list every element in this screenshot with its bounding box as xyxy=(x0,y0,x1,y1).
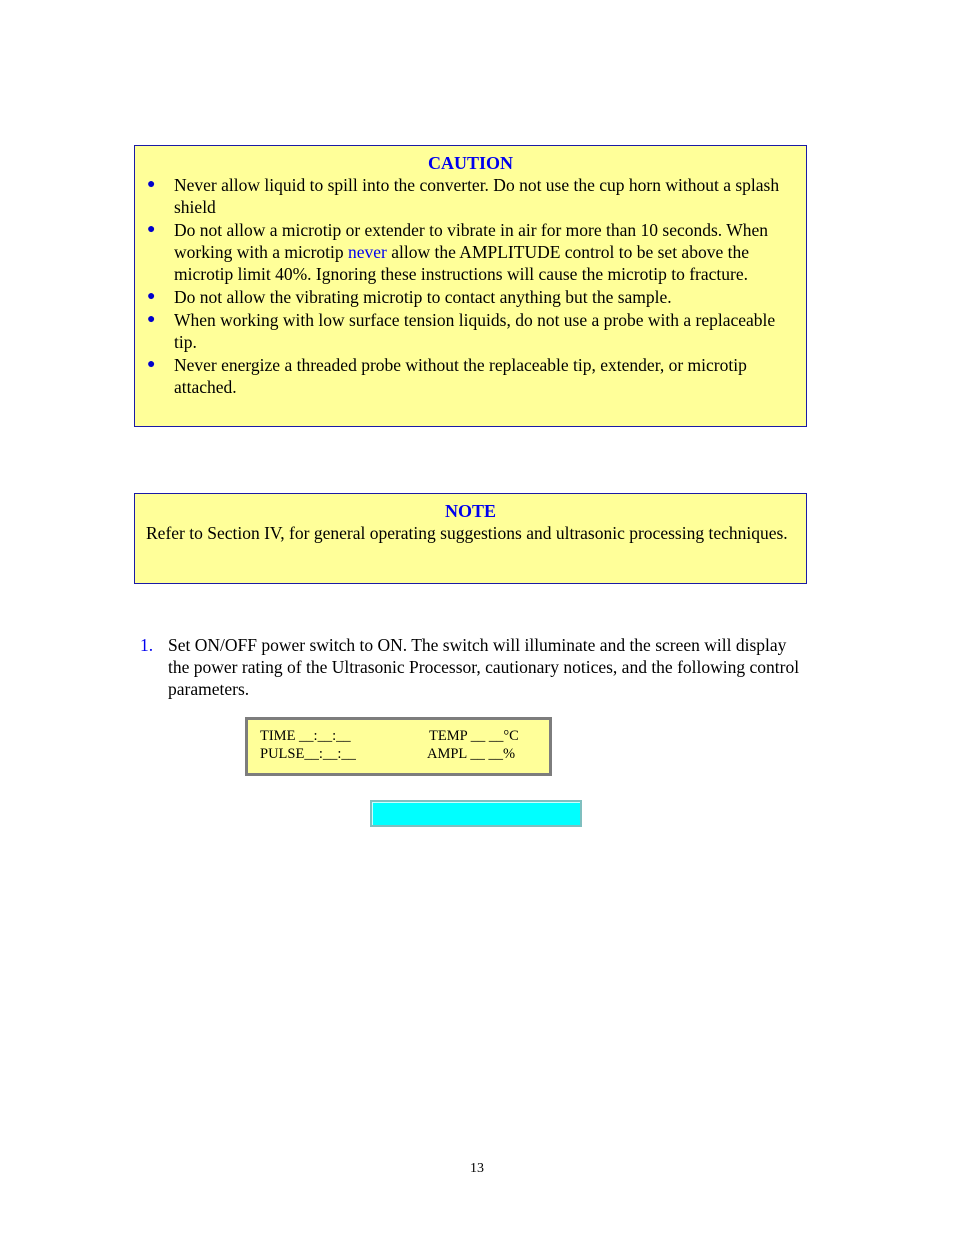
lcd-pulse: PULSE__:__:__ xyxy=(260,746,356,762)
caution-item xyxy=(135,174,806,218)
step-text: Set ON/OFF power switch to ON. The switch will illuminate and the screen will display the power rating of the Ultrasonic Processor, cautionary notices, and the following control parameters. xyxy=(168,635,800,699)
caution-box xyxy=(134,145,807,427)
bullet-icon: ● xyxy=(147,357,156,372)
lcd-temp: TEMP __ __°C xyxy=(429,728,519,744)
bullet-icon: ● xyxy=(147,312,156,327)
caution-item-text: When working with low surface tension liquids, do not use a probe with a replaceable tip. xyxy=(174,310,776,352)
caution-item-text: Do not allow the vibrating microtip to contact anything but the sample. xyxy=(174,287,672,307)
caution-title: CAUTION xyxy=(427,153,513,173)
caution-item-text: Never energize a threaded probe without the replaceable tip, extender, or microtip attached. xyxy=(174,355,747,397)
caution-item xyxy=(135,354,806,398)
lcd-display xyxy=(245,717,552,776)
note-box xyxy=(134,493,807,584)
step-item xyxy=(140,634,800,700)
caution-item xyxy=(135,309,806,353)
caution-list xyxy=(135,174,806,398)
lcd-ampl: AMPL __ __% xyxy=(427,746,516,762)
caution-item-text-post: allow the AMPLITUDE control to be set above the microtip limit 40%. Ignoring these instructions will cause the microtip to fracture. xyxy=(174,242,749,284)
caution-item-text-pre: Do not allow a microtip or extender to vibrate in air for more than 10 seconds. When working with a microtip xyxy=(174,220,769,262)
step-number: 1. xyxy=(140,635,154,655)
bullet-icon: ● xyxy=(147,177,156,192)
lcd-time: TIME __:__:__ xyxy=(260,728,351,744)
caution-item-emphasis: never xyxy=(348,242,387,262)
note-title: NOTE xyxy=(444,501,496,521)
caution-item-text: Never allow liquid to spill into the converter. Do not use the cup horn without a splash shield xyxy=(174,175,780,217)
bullet-icon: ● xyxy=(147,222,156,237)
note-text: Refer to Section IV, for general operating suggestions and ultrasonic processing techniques. xyxy=(146,523,788,543)
caution-item xyxy=(135,219,806,285)
bullet-icon: ● xyxy=(147,289,156,304)
page-number: 13 xyxy=(470,1161,484,1176)
caution-item xyxy=(135,286,806,308)
cyan-highlight-bar xyxy=(370,800,582,827)
